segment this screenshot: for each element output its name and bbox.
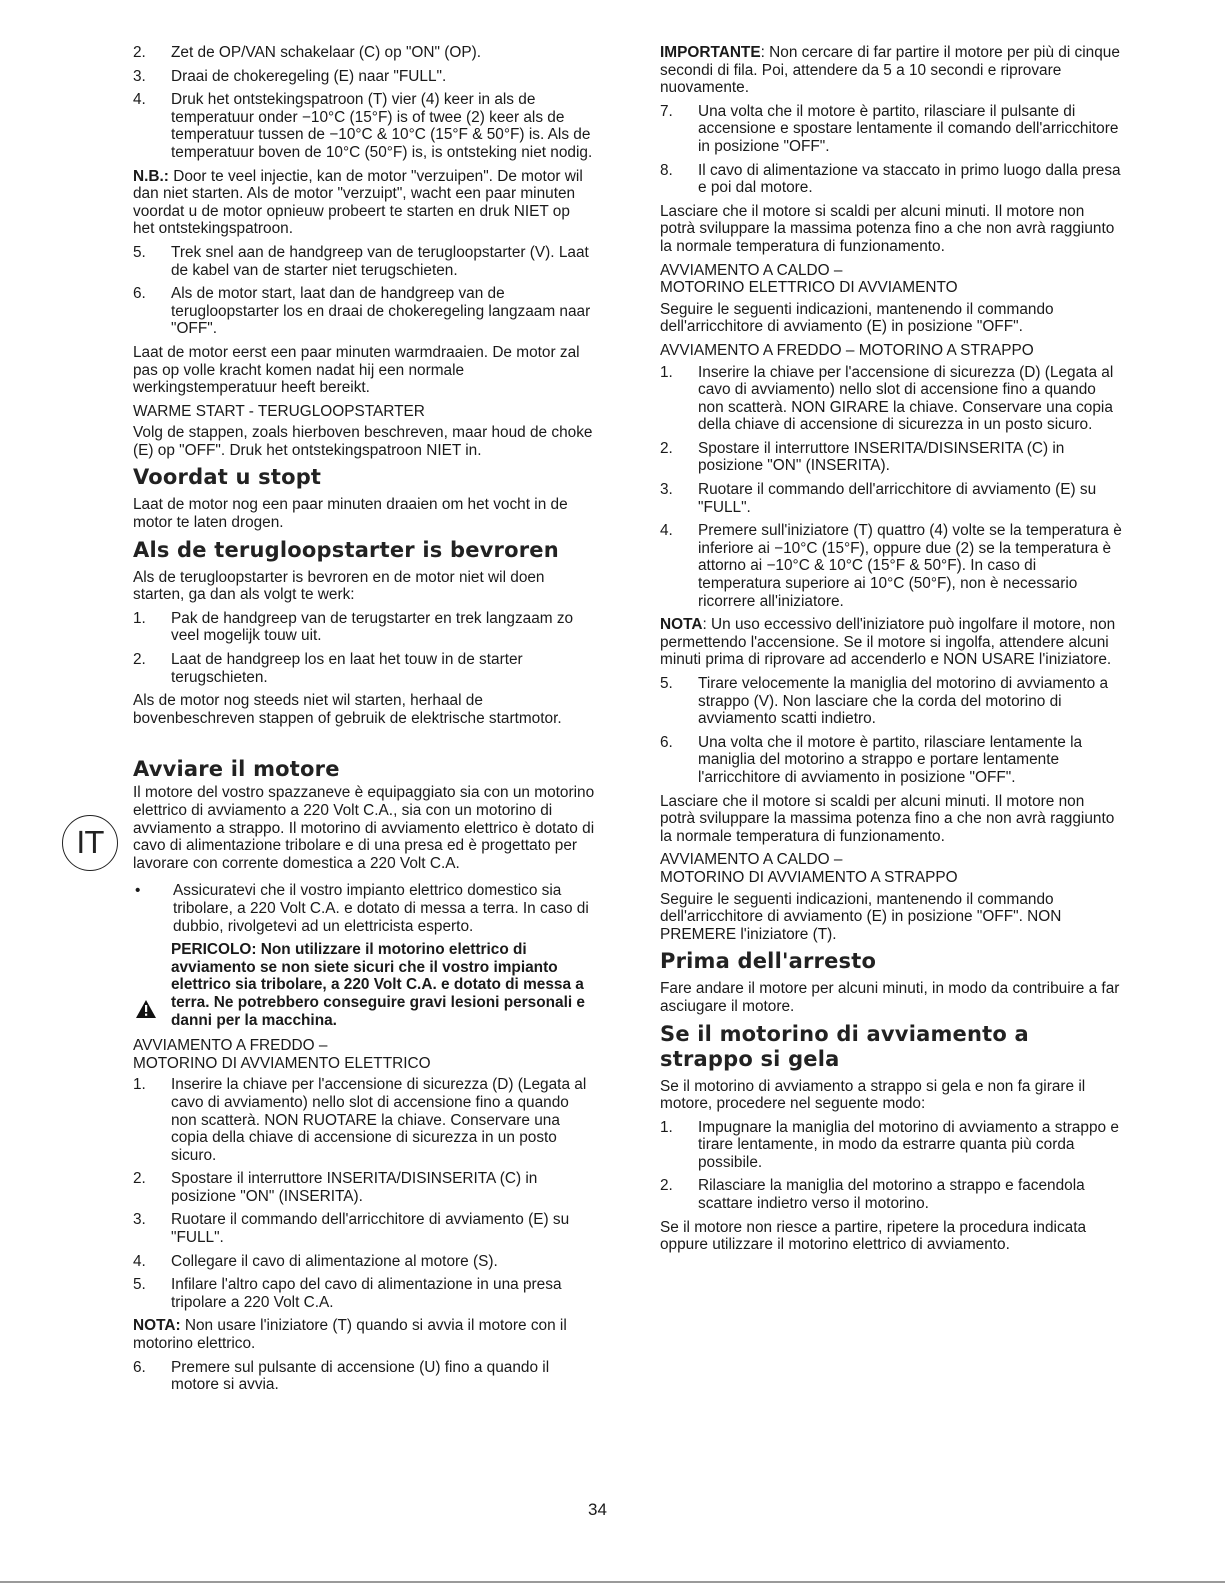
list-item: [660, 364, 1123, 434]
list-item: [133, 1253, 595, 1271]
nota-note: [660, 616, 1123, 669]
danger-warning: [133, 941, 595, 1029]
item-text: Premere sull'iniziatore (T) quattro (4) volte se la temperatura è inferiore ai −10°C (15°F), oppure due (2) se la temperatura è attorno ai −10°C & 10°C (15°F & 50°F). In caso di temperatura superiore ai 10°C (50°F), non è necessario ricorrere all'iniziatore.: [698, 522, 1122, 610]
voordat-paragraph: Laat de motor nog een paar minuten draaien om het vocht in de motor te laten drogen.: [133, 496, 568, 532]
item-number: 6.: [660, 733, 673, 751]
list-item: [133, 91, 595, 161]
nota-text: Non usare l'iniziatore (T) quando si avvia il motore con il motorino elettrico.: [133, 1317, 567, 1353]
gela-end: Se il motore non riesce a partire, ripetere la procedura indicata oppure utilizzare il motorino elettrico di avviamento.: [660, 1218, 1087, 1254]
item-number: 2.: [660, 1177, 673, 1195]
bevroren-end: Als de motor nog steeds niet wil starten, herhaal de bovenbeschreven stappen of gebruik de elektrische startmotor.: [133, 692, 562, 727]
nb-label: N.B.:: [133, 167, 169, 185]
list-item: [133, 1076, 595, 1164]
heading-si-gela: Se il motorino di avviamento a strappo si gela: [660, 1021, 1029, 1071]
item-text: Tirare velocemente la maniglia del motorino di avviamento a strappo (V). Non lasciare che la corda del motorino di avviamento scatti indietro.: [698, 675, 1109, 728]
heading-avviare-il-motore: Avviare il motore: [133, 757, 340, 782]
list-item: [660, 103, 1123, 156]
heading-voordat-u-stopt: Voordat u stopt: [133, 465, 322, 490]
warm-start-paragraph: Volg de stappen, zoals hierboven beschreven, maar houd de choke (E) op "OFF". Druk het ontstekingspatroon NIET in.: [133, 424, 593, 459]
item-number: 2.: [133, 651, 146, 669]
importante-note: [660, 44, 1123, 97]
list-item: [660, 734, 1123, 787]
item-number: 3.: [133, 67, 146, 85]
warmup-paragraph: Laat de motor eerst een paar minuten warmdraaien. De motor zal pas op volle kracht komen nadat hij een normale werkingstemperatuur heeft bereikt.: [133, 343, 580, 397]
list-item: [133, 651, 595, 686]
item-number: 1.: [660, 1118, 673, 1136]
caldo-el-heading-2: MOTORINO ELETTRICO DI AVVIAMENTO: [660, 279, 958, 297]
bevroren-intro: Als de terugloopstarter is bevroren en de motor niet wil doen starten, ga dan als volgt te werk:: [133, 568, 545, 604]
heading-bevroren: Als de terugloopstarter is bevroren: [133, 537, 559, 562]
item-text: Collegare il cavo di alimentazione al motore (S).: [171, 1252, 498, 1270]
caldo-str-heading-1: AVVIAMENTO A CALDO –: [660, 851, 843, 869]
item-number: 7.: [660, 102, 673, 120]
danger-text: PERICOLO: Non utilizzare il motorino elettrico di avviamento se non siete sicuri che il vostro impianto elettrico sia tribolare, a 220 Volt C.A. e dotato di messa a terra. Ne potrebbero conseguire gravi lesioni personali e danni per la macchina.: [171, 941, 585, 1029]
item-number: 4.: [133, 91, 146, 109]
nota-label: NOTA: [660, 616, 703, 634]
nota-label: NOTA:: [133, 1317, 181, 1335]
list-item: [133, 610, 595, 645]
page-number: 34: [588, 1500, 607, 1519]
item-number: 2.: [660, 439, 673, 457]
caldo-el-heading-1: AVVIAMENTO A CALDO –: [660, 261, 843, 279]
nota-text: : Un uso eccessivo dell'iniziatore può ingolfare il motore, non permettendo l'accensione. Se il motore si ingolfa, attendere alcuni minuti prima di riprovare ad accenderlo e NON USARE l'iniziatore.: [660, 616, 1116, 669]
arresto-paragraph: Fare andare il motore per alcuni minuti, in modo da contribuire a far asciugare il motore.: [660, 980, 1120, 1015]
list-item: [660, 1119, 1123, 1172]
item-number: 2.: [133, 1170, 146, 1188]
item-number: 5.: [660, 675, 673, 692]
item-number: 5.: [133, 243, 146, 261]
item-text: Una volta che il motore è partito, rilasciare lentamente la maniglia del motorino a strappo e portare lentamente l'arricchitore di avviamento in posizione "OFF".: [698, 733, 1083, 786]
item-number: 1.: [660, 363, 673, 381]
list-item: [660, 1177, 1123, 1212]
heading-prima-dell-arresto: Prima dell'arresto: [660, 949, 877, 974]
warning-triangle-icon: [133, 941, 171, 1029]
nb-text: Door te veel injectie, kan de motor "verzuipen". De motor wil dan niet starten. Als de motor "verzuipt", wacht een paar minuten voordat u de motor opnieuw probeert te starten en druk NIET op het ontstekingspatroon.: [133, 167, 583, 238]
list-item: [660, 675, 1123, 728]
item-text: Inserire la chiave per l'accensione di sicurezza (D) (Legata al cavo di avviamento) nello slot di accensione fino a quando non scatterà. NON GIRARE la chiave. Conservare una copia della chiave di accensione di sicurezza in un posto sicuro.: [698, 363, 1114, 434]
item-text: Ruotare il commando dell'arricchitore di avviamento (E) su "FULL".: [171, 1211, 570, 1247]
caldo-el-paragraph: Seguire le seguenti indicazioni, mantenendo il commando dell'arricchitore di avviamento (E) in posizione "OFF".: [660, 300, 1054, 336]
list-item: [660, 440, 1123, 475]
item-number: 2.: [133, 44, 146, 61]
caldo-str-heading-2: MOTORINO DI AVVIAMENTO A STRAPPO: [660, 868, 958, 886]
gela-intro: Se il motorino di avviamento a strappo si gela e non fa girare il motore, procedere nel seguente modo:: [660, 1077, 1086, 1113]
freddo-str-heading: AVVIAMENTO A FREDDO – MOTORINO A STRAPPO: [660, 341, 1034, 359]
list-item: [133, 1211, 595, 1246]
item-number: 3.: [660, 481, 673, 499]
caldo-str-paragraph: Seguire le seguenti indicazioni, mantenendo il commando dell'arricchitore di avviamento (E) in posizione "OFF". NON PREMERE l'iniziatore (T).: [660, 890, 1062, 943]
list-item: [133, 68, 595, 86]
list-item: [133, 1359, 595, 1394]
avviare-paragraph: Il motore del vostro spazzaneve è equipaggiato sia con un motorino elettrico di avviamento a 220 Volt C.A., sia con un motorino di avviamento a strappo. Il motorino di avviamento elettrico è dotato di cavo di alimentazione tribolare e di una presa ed è progettato per lavorare con corrente domestica a 220 Volt C.A.: [133, 784, 595, 872]
item-text: Spostare il interruttore INSERITA/DISINSERITA (C) in posizione "ON" (INSERITA).: [171, 1170, 538, 1205]
language-badge: IT: [62, 815, 118, 871]
list-item: [660, 481, 1123, 516]
list-item: [133, 1276, 595, 1311]
left-column: [133, 44, 595, 1400]
right-column: [660, 44, 1123, 1260]
importante-label: IMPORTANTE: [660, 44, 761, 61]
item-text: Una volta che il motore è partito, rilasciare il pulsante di accensione e spostare lentamente il comando dell'arricchitore in posizione "OFF".: [698, 102, 1119, 155]
item-number: 4.: [660, 522, 673, 540]
item-number: 6.: [133, 1358, 146, 1376]
item-text: Trek snel aan de handgreep van de terugloopstarter (V). Laat de kabel van de starter niet terugschieten.: [171, 243, 589, 279]
scaldi-paragraph-1: Lasciare che il motore si scaldi per alcuni minuti. Il motore non potrà sviluppare la massima potenza fino a che non avrà raggiunto la normale temperatura di funzionamento.: [660, 202, 1115, 255]
bullet-text: Assicuratevi che il vostro impianto elettrico domestico sia tribolare, a 220 Volt C.A. e dotato di messa a terra. In caso di dubbio, rivolgetevi ad un elettricista esperto.: [173, 882, 589, 935]
item-number: 1.: [133, 609, 146, 627]
item-number: 4.: [133, 1252, 146, 1270]
item-text: Premere sul pulsante di accensione (U) fino a quando il motore si avvia.: [171, 1358, 550, 1394]
list-item: [133, 1170, 595, 1205]
item-text: Als de motor start, laat dan de handgreep van de terugloopstarter los en draai de chokeregeling langzaam naar "OFF".: [171, 285, 591, 338]
item-number: 5.: [133, 1276, 146, 1294]
freddo-el-heading-1: AVVIAMENTO A FREDDO –: [133, 1037, 328, 1055]
item-number: 6.: [133, 285, 146, 303]
nota-note: [133, 1317, 595, 1352]
bottom-divider: [0, 1581, 1225, 1583]
item-text: Inserire la chiave per l'accensione di sicurezza (D) (Legata al cavo di avviamento) nello slot di accensione fino a quando non scatterà. NON RUOTARE la chiave. Conservare una copia della chiave di accensione di sicurezza in un posto sicuro.: [171, 1076, 587, 1164]
item-text: Infilare l'altro capo del cavo di alimentazione in una presa tripolare a 220 Volt C.A.: [171, 1276, 562, 1311]
item-text: Druk het ontstekingspatroon (T) vier (4) keer in als de temperatuur onder −10°C (15°F) is of twee (2) keer als de temperatuur tussen de −10°C & 10°C (15°F & 50°F) is. Als de temperatuur boven de 10°C (50°F) is, is ontsteking niet nodig.: [171, 91, 593, 161]
item-text: Rilasciare la maniglia del motorino a strappo e facendola scattare indietro verso il motorino.: [698, 1177, 1085, 1213]
item-text: Il cavo di alimentazione va staccato in primo luogo dalla presa e poi dal motore.: [698, 161, 1121, 197]
bullet-mark: •: [135, 882, 141, 900]
item-number: 1.: [133, 1076, 146, 1094]
list-item: [133, 285, 595, 338]
item-text: Pak de handgreep van de terugstarter en trek langzaam zo veel mogelijk touw uit.: [171, 609, 574, 645]
list-item: [133, 44, 595, 62]
item-text: Spostare il interruttore INSERITA/DISINSERITA (C) in posizione "ON" (INSERITA).: [698, 439, 1065, 475]
list-item: [660, 162, 1123, 197]
item-text: Impugnare la maniglia del motorino di avviamento a strappo e tirare lentamente, in modo da estrarre quanta più corda possibile.: [698, 1118, 1119, 1171]
importante-text: : Non cercare di far partire il motore per più di cinque secondi di fila. Poi, attendere da 5 a 10 secondi e riprovare nuovamente.: [660, 44, 1120, 97]
item-text: Laat de handgreep los en laat het touw in de starter terugschieten.: [171, 651, 523, 686]
item-number: 8.: [660, 161, 673, 179]
item-text: Zet de OP/VAN schakelaar (C) op "ON" (OP).: [171, 44, 481, 61]
list-item: [133, 244, 595, 279]
item-text: Draai de chokeregeling (E) naar "FULL".: [171, 67, 447, 85]
bullet-item: [133, 882, 595, 935]
item-number: 3.: [133, 1211, 146, 1229]
scaldi-paragraph-2: Lasciare che il motore si scaldi per alcuni minuti. Il motore non potrà sviluppare la massima potenza fino a che non avrà raggiunto la normale temperatura di funzionamento.: [660, 792, 1115, 845]
warm-start-heading: WARME START - TERUGLOOPSTARTER: [133, 402, 425, 420]
freddo-el-heading-2: MOTORINO DI AVVIAMENTO ELETTRICO: [133, 1054, 431, 1072]
nb-note: [133, 168, 595, 238]
list-item: [660, 522, 1123, 610]
item-text: Ruotare il commando dell'arricchitore di avviamento (E) su "FULL".: [698, 481, 1097, 516]
